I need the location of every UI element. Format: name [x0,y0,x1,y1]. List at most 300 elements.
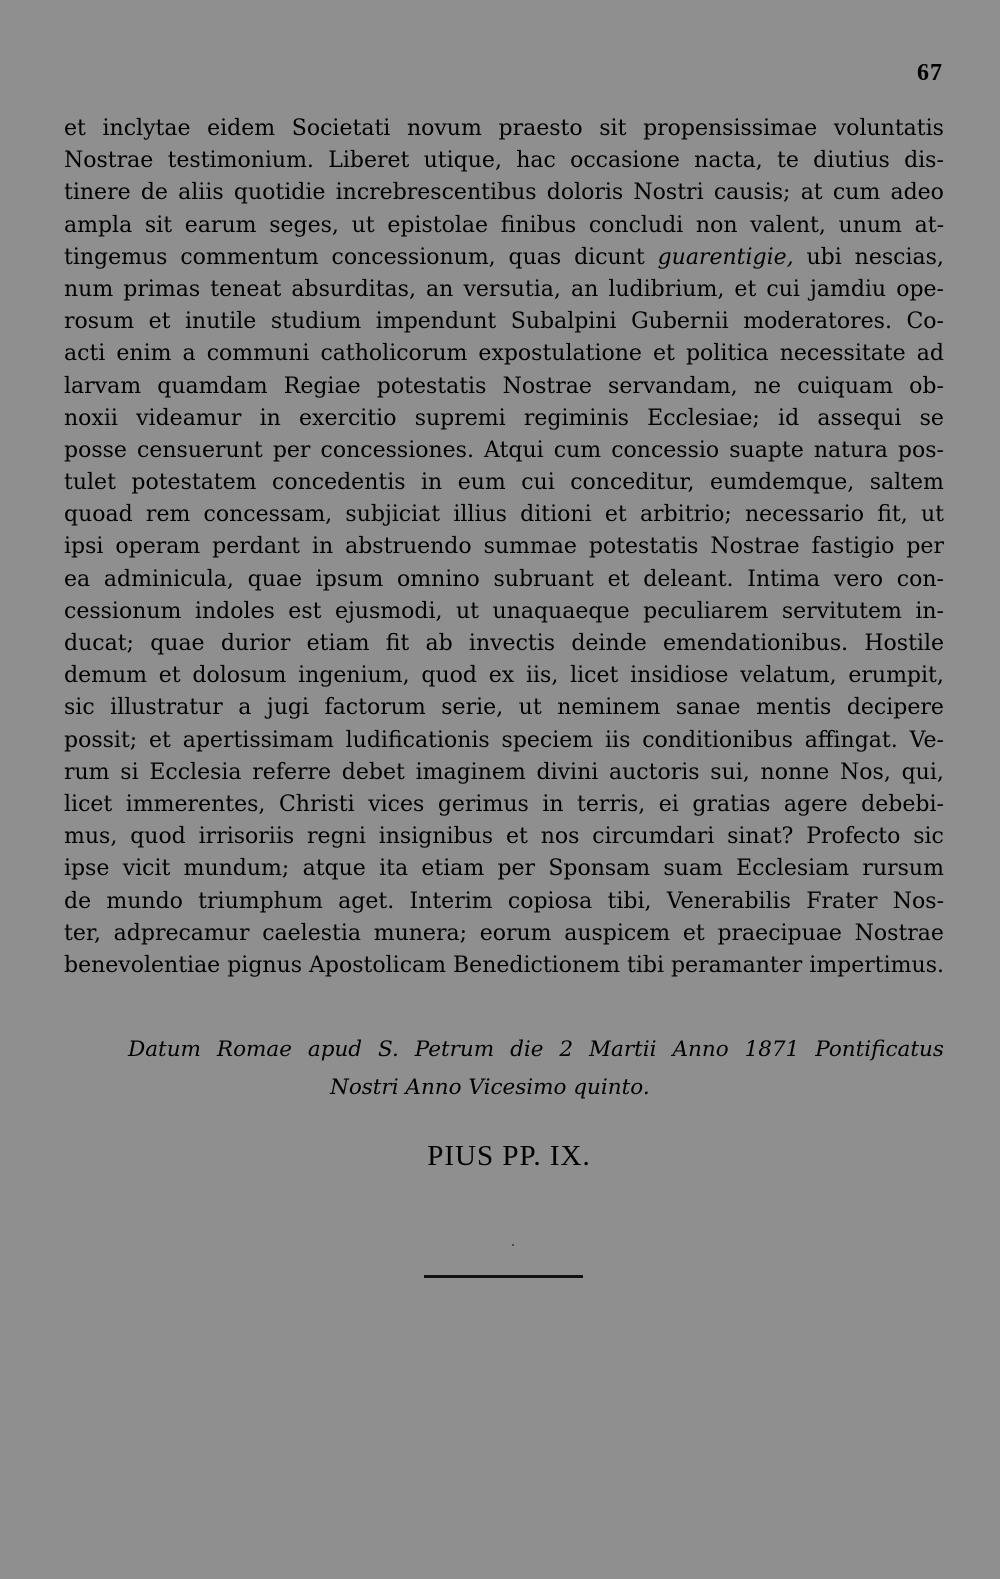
word: versutia, [463,276,561,302]
word: suam [663,856,723,882]
word: dicunt [574,244,645,270]
word: nacta, [694,148,763,174]
word: se [919,405,944,431]
word: sanae [675,695,741,721]
word: Interim [409,888,493,914]
word: vices [368,791,425,817]
word: ei [658,791,679,817]
text-line [64,725,944,757]
word: fastigio [811,534,895,560]
word: regiminis [523,405,629,431]
word: et [505,824,528,850]
word: teneat [210,276,282,302]
word: a [238,695,252,721]
text-line [64,177,944,209]
word: concessionum, [331,244,496,270]
word: referre [252,759,332,785]
word: Petrum [414,1037,495,1062]
word: hac [516,148,556,174]
word: decipere [846,695,944,721]
word: et [158,663,181,689]
word: natura [813,437,888,463]
word: increbrescentibus [335,180,537,206]
word: non [695,212,738,238]
word: speciem [501,727,594,753]
word: concessio [611,437,720,463]
word: gratias [692,791,771,817]
word: posse [64,437,127,463]
word: summae [483,534,577,560]
word: abstruendo [345,534,472,560]
word: quoad [64,502,133,528]
word: necessitate [779,341,906,367]
word: num [64,276,114,302]
word: eorum [479,920,552,946]
text-line [64,403,944,435]
word: larvam [64,373,142,399]
word: praecipuae [717,920,842,946]
word: vero [833,566,883,592]
word: deinde [571,631,647,656]
word: impendunt [375,309,497,335]
word: ne [753,373,782,399]
word: suapte [729,437,804,463]
word: exercitio [299,405,397,431]
word: ut [518,695,542,721]
word: sit [144,212,173,238]
text-line [64,274,944,306]
signature: PIUS PP. IX. [427,1140,591,1172]
word: demum [64,663,147,689]
word: peculiarem [643,598,769,624]
word: propensissimae [643,116,818,141]
word: regni [307,824,366,850]
word: velatum, [740,663,837,689]
word: apud [307,1037,363,1062]
word: quas [508,244,562,270]
word: Nostrae [502,373,592,399]
word: mundum; [183,856,290,882]
word: Co- [906,309,944,335]
word: ampla [64,212,133,238]
word: indoles [194,598,275,624]
word: circumdari [592,824,715,850]
word: inutile [185,309,257,335]
word: Ecclesiae; [647,405,760,431]
word: Benedictionem [453,952,621,978]
word: tulet [64,470,116,496]
word: terris, [577,791,646,817]
text-line [64,692,944,724]
word: operam [115,534,201,560]
word: ipsi [64,534,104,560]
word: et [64,116,86,141]
word: Anno [672,1037,729,1062]
word: eum [457,470,506,496]
word: valent, [750,212,826,238]
word: unum [838,212,902,238]
word: copiosa [507,888,593,914]
word: tinere [64,180,131,206]
word: mundo [106,888,183,914]
word: earum [184,212,257,238]
word: Ecclesia [149,759,242,785]
text-line [64,660,944,692]
page-number: 67 [917,60,943,86]
word: jamdiu [810,276,887,302]
word: utique, [423,148,502,174]
text-line [64,306,944,338]
word: conceditur, [570,470,695,496]
word: serie, [441,695,504,721]
word: unaquaeque [492,598,630,624]
word: guarentigie, [657,244,794,270]
text-line [64,918,944,950]
word: quod [421,663,478,689]
word: ab [425,631,453,656]
word: cuiquam [797,373,893,399]
ink-speck [512,1244,514,1246]
word: auspicem [564,920,671,946]
word: deleant. [643,566,734,592]
word: Ecclesiam [736,856,850,882]
word: per [272,437,311,463]
word: dolosum [192,663,287,689]
word: et [149,727,171,753]
word: insignibus [378,824,494,850]
word: Atqui [484,437,544,463]
word: pignus [227,952,303,978]
word: adminicula, [103,566,234,592]
word: ob- [909,373,944,399]
word: epistolae [387,212,488,238]
word: ipsum [315,566,384,592]
word: expostulatione [478,341,642,367]
word: politica [685,341,769,367]
word: absurditas, [291,276,416,302]
word: enim [116,341,172,367]
word: possit; [64,727,138,753]
word: et [653,341,675,367]
word: apertissimam [182,727,334,753]
word: at [800,180,823,206]
word: subruant [493,566,594,592]
word: primas [123,276,201,302]
word: Nostri [633,180,704,206]
word: agere [783,791,848,817]
word: potestatis [588,534,699,560]
word: debebi- [861,791,944,817]
word: Sponsam [548,856,651,882]
word: ad [916,341,944,367]
word: cum [553,437,602,463]
word: dis- [904,148,944,174]
word: etiam [306,631,370,656]
word: est [288,598,322,624]
word: ejusmodi, [334,598,443,624]
word: an [426,276,454,302]
word: causis; [713,180,791,206]
word: ut [920,502,944,528]
word: Liberet [328,148,410,174]
word: auctoris [609,759,700,785]
text-line [64,821,944,853]
word: emendationibus. [662,631,849,656]
word: Profecto [806,824,901,850]
word: tibi, [607,888,652,914]
word: fit, [877,502,908,528]
word: cum [832,180,881,206]
word: videamur [136,405,242,431]
word: qui, [901,759,944,785]
word: et [148,309,171,335]
word: aliis [178,180,224,206]
word: ea [64,566,91,592]
word: de [140,180,168,206]
word: Martii [589,1037,657,1062]
word: testimonium. [167,148,314,174]
word: quae [150,631,205,656]
word: necessario [744,502,864,528]
word: potestatis [376,373,487,399]
word: tingemus [64,244,168,270]
word: rosum [64,309,135,335]
word: erumpit, [848,663,944,689]
word: concludi [588,212,684,238]
word: in [259,405,281,431]
word: fit [385,631,410,656]
text-line [64,338,944,370]
word: inclytae [102,116,191,141]
word: Intima [747,566,821,592]
word: tibi [627,952,665,978]
word: perdant [212,534,300,560]
word: concedentis [272,470,406,496]
word: jugi [266,695,310,721]
word: ter, [64,920,101,946]
word: novum [406,116,482,141]
word: Ve- [909,727,944,753]
word: Hostile [864,631,944,656]
word: moderatores. [743,309,892,335]
word: imaginem [415,759,526,785]
text-line [64,564,944,596]
word: per [497,856,536,882]
word: voluntatis [833,116,944,141]
word: benevolentiae [64,952,221,978]
word: censuerunt [137,437,263,463]
word: an [570,276,599,302]
word: neminem [557,695,661,721]
word: ope- [896,276,944,302]
word: vicit [122,856,171,882]
word: iis [605,727,631,753]
word: si [120,759,139,785]
word: et [607,566,630,592]
word: et [734,276,757,302]
word: triumphum [198,888,323,914]
word: impertimus. [809,952,944,978]
word: a [182,341,196,367]
word: de [64,888,92,914]
word: per [906,534,944,560]
end-rule [424,1275,583,1278]
text-line [64,467,944,499]
word: subjiciat [345,502,441,528]
word: quod [130,824,186,850]
word: Pontificatus [815,1037,944,1062]
word: sui, [710,759,750,785]
word: studium [270,309,362,335]
word: id [778,405,800,431]
word: irrisoriis [198,824,295,850]
word: ut [351,212,375,238]
word: atque [302,856,366,882]
word: finibus [500,212,577,238]
word: Nos- [892,888,944,914]
letter-body [64,113,944,982]
text-line [64,628,944,660]
word: ex [488,663,515,689]
word: adeo [890,180,944,206]
word: illius [453,502,507,528]
text-line [64,499,944,531]
word: ubi [806,244,842,270]
word: Nostrae [710,534,800,560]
word: ingenium, [298,663,410,689]
text-line [64,596,944,628]
word: durior [220,631,291,656]
word: noxii [64,405,118,431]
word: potestatem [131,470,257,496]
word: communi [206,341,310,367]
word: cui [521,470,555,496]
word: nescias, [854,244,944,270]
word: Datum [128,1037,201,1062]
word: licet [570,663,619,689]
word: pos- [897,437,944,463]
word: et [682,920,705,946]
word: omnino [396,566,480,592]
word: Christi [278,791,355,817]
word: concessam, [203,502,333,528]
word: in [421,470,443,496]
word: mentis [756,695,832,721]
word: ita [379,856,409,882]
word: quamdam [157,373,268,399]
word: Regiae [283,373,361,399]
word: gerimus [437,791,529,817]
word: etiam [421,856,485,882]
text-line [64,145,944,177]
word: quotidie [233,180,326,206]
word: insidiose [630,663,729,689]
text-line [64,371,944,403]
word: Venerabilis [666,888,791,914]
word: assequi [817,405,902,431]
word: praesto [498,116,583,141]
word: ipse [64,856,110,882]
word: saltem [869,470,944,496]
text-line [64,435,944,467]
word: eumdemque, [710,470,855,496]
word: illustratur [110,695,223,721]
text-line [64,242,944,274]
word: peramanter [671,952,803,978]
word: servandam, [608,373,738,399]
text-line [64,853,944,885]
word: te [777,148,799,174]
text-line [64,886,944,918]
word: eidem [207,116,276,141]
word: sic [913,824,944,850]
text-line [64,789,944,821]
text-line [64,950,944,982]
word: doloris [546,180,624,206]
word: cessionum [64,598,182,624]
word: commentum [180,244,319,270]
word: rem [145,502,191,528]
word: iis, [525,663,559,689]
word: Gubernii [631,309,729,335]
word: arbitrio; [639,502,732,528]
word: debet [341,759,405,785]
word: Subalpini [510,309,617,335]
text-line [64,531,944,563]
word: rursum [862,856,944,882]
word: 1871 [744,1037,800,1062]
word: occasione [570,148,680,174]
word: seges, [269,212,339,238]
word: catholicorum [320,341,468,367]
word: Frater [806,888,878,914]
word: Nostrae [854,920,944,946]
word: nonne [760,759,830,785]
word: Romae [216,1037,292,1062]
text-line [64,210,944,242]
word: invectis [468,631,556,656]
word: aget. [338,888,395,914]
word: die [510,1037,544,1062]
word: ditioni [520,502,592,528]
word: caelestia [262,920,361,946]
word: sinat? [727,824,794,850]
word: S. [378,1037,399,1062]
text-line [64,113,944,145]
word: mus, [64,824,118,850]
word: Nos, [840,759,891,785]
word: ludibrium, [608,276,725,302]
word: cui [766,276,800,302]
word: servitutem [781,598,902,624]
word: supremi [414,405,506,431]
word: diutius [813,148,890,174]
word: Apostolicam [309,952,447,978]
word: immerentes, [125,791,266,817]
word: in [542,791,564,817]
word: at- [914,212,944,238]
word: et [604,502,627,528]
word: Nostrae [64,148,154,174]
word: ut [455,598,479,624]
word: sic [64,695,95,721]
word: conditionibus [642,727,793,753]
word: licet [64,791,113,817]
word: divini [536,759,599,785]
word: concessiones. [320,437,474,463]
word: munera; [373,920,467,946]
word: con- [896,566,944,592]
